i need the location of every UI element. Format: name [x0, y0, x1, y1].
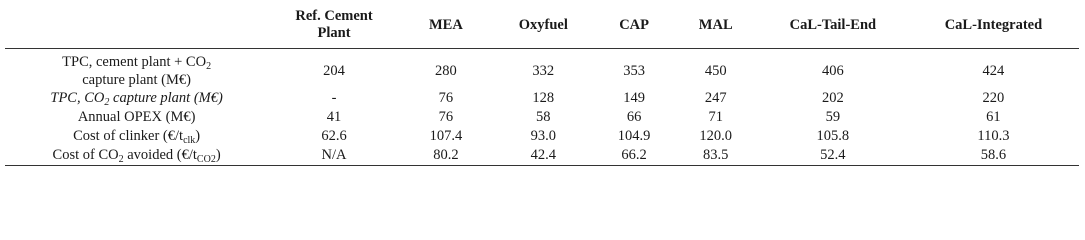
table-cell: 220 — [982, 90, 1005, 106]
table-row — [5, 146, 1079, 166]
header-ref-line2: Plant — [317, 25, 351, 41]
header-cal-integrated: CaL-Integrated — [944, 16, 1043, 33]
row-label-text: Cost of CO — [52, 147, 119, 163]
table-cell: 450 — [704, 62, 727, 79]
table-cell: 110.3 — [977, 128, 1010, 144]
row-label-text-line2: capture plant (M€) — [82, 72, 191, 88]
row-label-subscript: 2 — [118, 154, 124, 165]
table-header — [5, 0, 1079, 49]
table-cell: 204 — [323, 62, 345, 79]
table-cell: 332 — [532, 62, 555, 79]
row-label-text: Cost of clinker (€/t — [73, 128, 184, 144]
table-cell: 41 — [326, 109, 342, 125]
table-cell: 406 — [821, 62, 844, 79]
row-label-text: TPC, CO — [50, 90, 105, 106]
table-cell: 83.5 — [703, 147, 729, 163]
table-cell: 76 — [438, 109, 454, 125]
table-row — [5, 127, 1079, 146]
table-cell: 80.2 — [433, 147, 459, 163]
table-cell: 62.6 — [321, 128, 347, 144]
row-label-subscript-2: CO2 — [196, 154, 216, 165]
row-label-text-post: ) — [215, 147, 221, 163]
header-cap: CAP — [619, 16, 650, 33]
table-row — [5, 89, 1079, 108]
table-cell: 58.6 — [980, 147, 1007, 163]
header-row — [5, 0, 1079, 49]
table-cell: 202 — [821, 90, 844, 106]
table-cell: N/A — [321, 147, 347, 163]
row-label-text-post: ) — [195, 128, 201, 144]
header-oxyfuel: Oxyfuel — [518, 16, 568, 33]
table-cell: 280 — [435, 62, 457, 79]
table-cell: 105.8 — [816, 128, 850, 144]
table-cell: 71 — [708, 109, 723, 125]
table-cell: 66 — [626, 109, 642, 125]
table-row — [5, 108, 1079, 127]
row-label-subscript: clk — [183, 135, 196, 146]
table-cell: 247 — [704, 90, 727, 106]
table-cell: 93.0 — [530, 128, 556, 144]
table-cell: 76 — [438, 90, 454, 106]
row-label-cost-of-clinker — [5, 127, 268, 146]
table-cell: 149 — [623, 90, 645, 106]
table-row — [5, 49, 1079, 90]
row-label-tpc-capture — [5, 89, 268, 108]
table-cell: 128 — [532, 90, 555, 106]
row-label-subscript: 2 — [104, 97, 110, 108]
table-cell: 42.4 — [530, 147, 556, 163]
header-mea: MEA — [428, 16, 463, 33]
table-cell: 104.9 — [617, 128, 651, 144]
table-cell: 353 — [623, 62, 645, 79]
row-label-text: TPC, cement plant + CO — [62, 54, 207, 70]
header-cal-tail-end: CaL-Tail-End — [789, 16, 877, 33]
table-cell: 52.4 — [820, 147, 846, 163]
header-ref-cement-plant — [268, 0, 400, 49]
row-label-cost-of-co2-avoided — [5, 146, 268, 166]
table-cell: 59 — [825, 109, 841, 125]
row-label-tpc-total — [5, 49, 268, 90]
header-label-column — [5, 0, 268, 49]
table-cell: 66.2 — [621, 147, 647, 163]
table-body — [5, 49, 1079, 166]
table-cell: 424 — [982, 62, 1005, 79]
table-cell: 107.4 — [429, 128, 463, 144]
table-cell: 58 — [536, 109, 551, 125]
header-ref-line1: Ref. Cement — [295, 8, 373, 24]
row-label-text-post: capture plant (M€) — [109, 90, 223, 106]
row-label-text-mid: avoided (€/t — [123, 147, 197, 163]
table-cell: 61 — [986, 109, 1001, 125]
table-cell: 120.0 — [699, 128, 733, 144]
row-label-annual-opex: Annual OPEX (M€) — [77, 109, 196, 125]
cost-comparison-table — [5, 0, 1079, 166]
table-cell: - — [331, 90, 337, 106]
row-label-subscript: 2 — [206, 61, 212, 72]
header-mal: MAL — [698, 16, 733, 33]
